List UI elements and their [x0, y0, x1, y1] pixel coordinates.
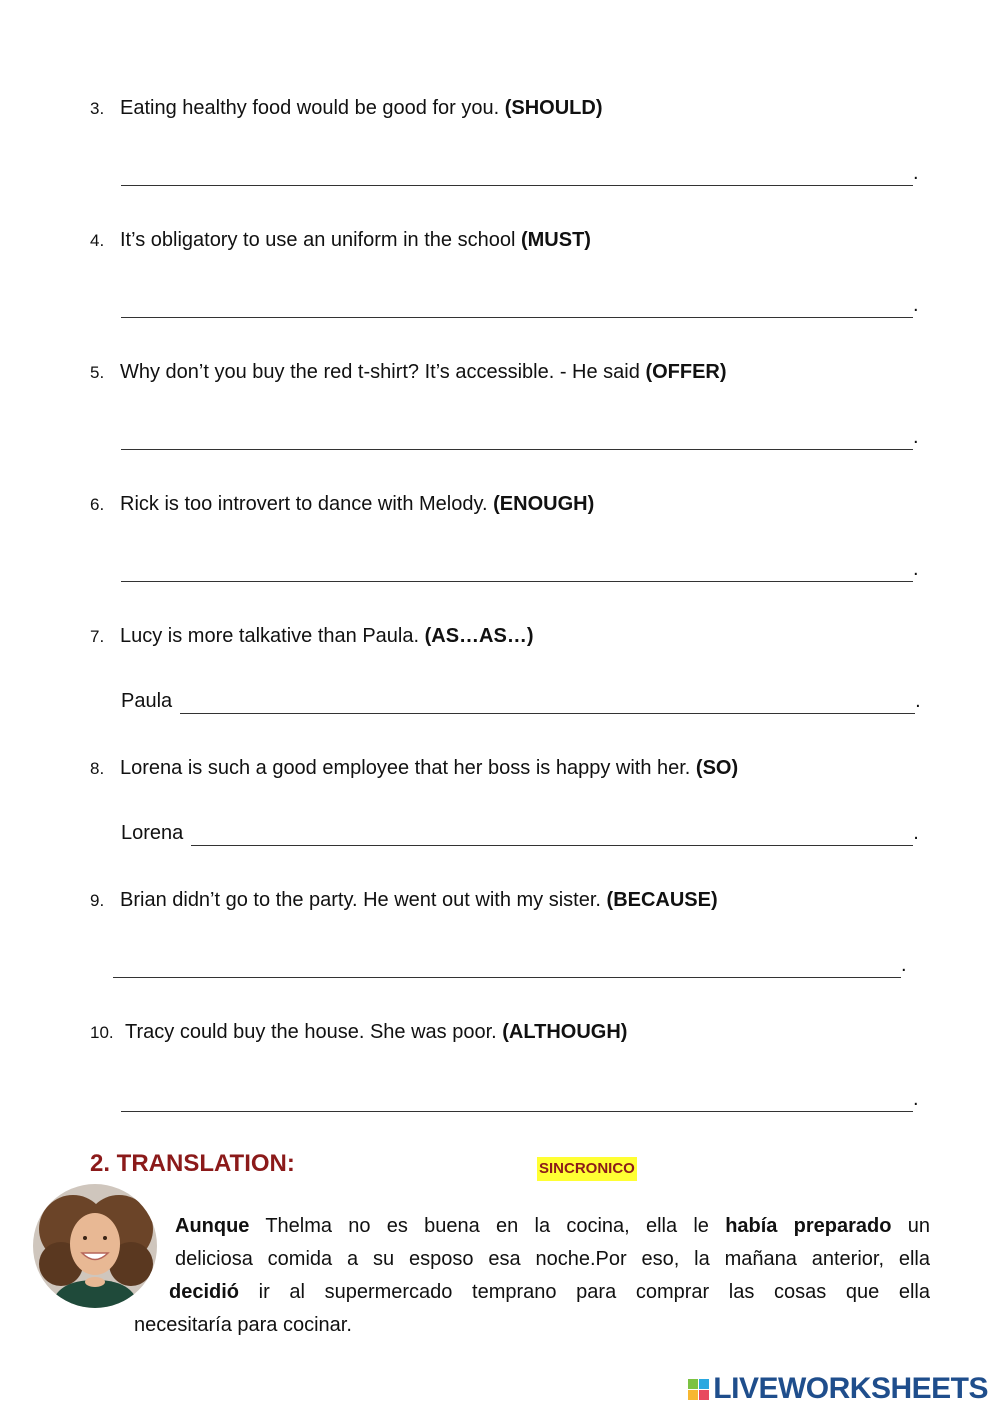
exercise-text: Lorena is such a good employee that her boss is happy with her.: [120, 757, 691, 779]
answer-blank[interactable]: [121, 297, 913, 318]
liveworksheets-footer: [688, 1372, 988, 1406]
translation-text: un: [891, 1215, 930, 1237]
translation-line-4: necesitaría para cocinar.: [134, 1314, 352, 1336]
exercise-7: [90, 623, 940, 650]
exercise-number: 5.: [90, 363, 105, 382]
exercise-text: Lucy is more talkative than Paula.: [120, 625, 420, 647]
exercise-keyword: (ENOUGH): [493, 493, 595, 515]
line-end: .: [913, 294, 919, 316]
answer-lead-word: Paula: [121, 690, 173, 712]
answer-line-3[interactable]: [121, 160, 919, 186]
exercise-keyword: (MUST): [520, 229, 591, 251]
exercise-keyword: (SHOULD): [504, 97, 603, 119]
answer-line-9[interactable]: [113, 952, 907, 978]
exercise-4: [90, 227, 940, 254]
translation-heading: 2. TRANSLATION:: [90, 1150, 295, 1177]
answer-lead-word: Lorena: [121, 822, 184, 844]
answer-line-7[interactable]: [121, 688, 921, 714]
sincronico-badge: SINCRONICO: [537, 1157, 637, 1181]
exercise-text: Brian didn’t go to the party. He went out with my sister.: [120, 889, 601, 911]
line-end: .: [901, 954, 907, 976]
exercise-6: [90, 491, 940, 518]
answer-line-10[interactable]: [121, 1086, 919, 1112]
answer-line-6[interactable]: [121, 556, 919, 582]
translation-text: ir al supermercado temprano para comprar las cosas que ella: [239, 1281, 930, 1303]
exercise-8: [90, 755, 940, 782]
exercise-number: 9.: [90, 891, 105, 910]
exercise-3: [90, 95, 940, 122]
line-end: .: [913, 558, 919, 580]
exercise-text: Rick is too introvert to dance with Melody.: [120, 493, 488, 515]
exercise-text: Why don’t you buy the red t-shirt? It’s accessible. - He said: [120, 361, 640, 383]
translation-text: Thelma no es buena en la cocina, ella le: [249, 1215, 726, 1237]
exercise-number: 10.: [90, 1023, 114, 1042]
line-end: .: [913, 822, 919, 844]
exercise-keyword: (SO): [695, 757, 739, 779]
line-end: .: [913, 162, 919, 184]
exercise-number: 3.: [90, 99, 105, 118]
answer-line-5[interactable]: [121, 424, 919, 450]
answer-blank[interactable]: [121, 165, 913, 186]
exercise-number: 8.: [90, 759, 105, 778]
exercise-5: [90, 359, 940, 386]
footer-brand: LIVEWORKSHEETS: [713, 1372, 988, 1405]
answer-blank[interactable]: [121, 1091, 913, 1112]
exercise-number: 4.: [90, 231, 105, 250]
exercise-number: 6.: [90, 495, 105, 514]
answer-blank[interactable]: [180, 693, 915, 714]
line-end: .: [913, 1088, 919, 1110]
exercise-keyword: (OFFER): [645, 361, 727, 383]
exercise-text: Tracy could buy the house. She was poor.: [125, 1021, 497, 1043]
translation-bold: había preparado: [725, 1215, 892, 1237]
line-end: .: [913, 426, 919, 448]
exercise-keyword: (ALTHOUGH): [502, 1021, 628, 1043]
portrait-image: [33, 1184, 157, 1308]
exercise-text: Eating healthy food would be good for you.: [120, 97, 500, 119]
answer-blank[interactable]: [191, 825, 913, 846]
answer-blank[interactable]: [121, 429, 913, 450]
answer-blank[interactable]: [113, 957, 901, 978]
exercise-text: It’s obligatory to use an uniform in the school: [120, 229, 516, 251]
exercise-9: [90, 887, 940, 914]
translation-line-1: [175, 1210, 930, 1243]
translation-bold: Aunque: [175, 1215, 250, 1237]
exercise-keyword: (BECAUSE): [606, 889, 718, 911]
exercise-number: 7.: [90, 627, 105, 646]
exercise-keyword: (AS…AS…): [424, 625, 534, 647]
line-end: .: [915, 690, 921, 712]
liveworksheets-logo-icon: [688, 1379, 709, 1400]
exercise-10: [90, 1019, 940, 1046]
woman-portrait-avatar: [33, 1184, 157, 1308]
answer-blank[interactable]: [121, 561, 913, 582]
translation-line-3: [169, 1276, 930, 1309]
translation-bold: decidió: [169, 1281, 240, 1303]
answer-line-8[interactable]: [121, 820, 919, 846]
translation-line-2: deliciosa comida a su esposo esa noche.Por eso, la mañana anterior, ella: [175, 1248, 930, 1270]
answer-line-4[interactable]: [121, 292, 919, 318]
